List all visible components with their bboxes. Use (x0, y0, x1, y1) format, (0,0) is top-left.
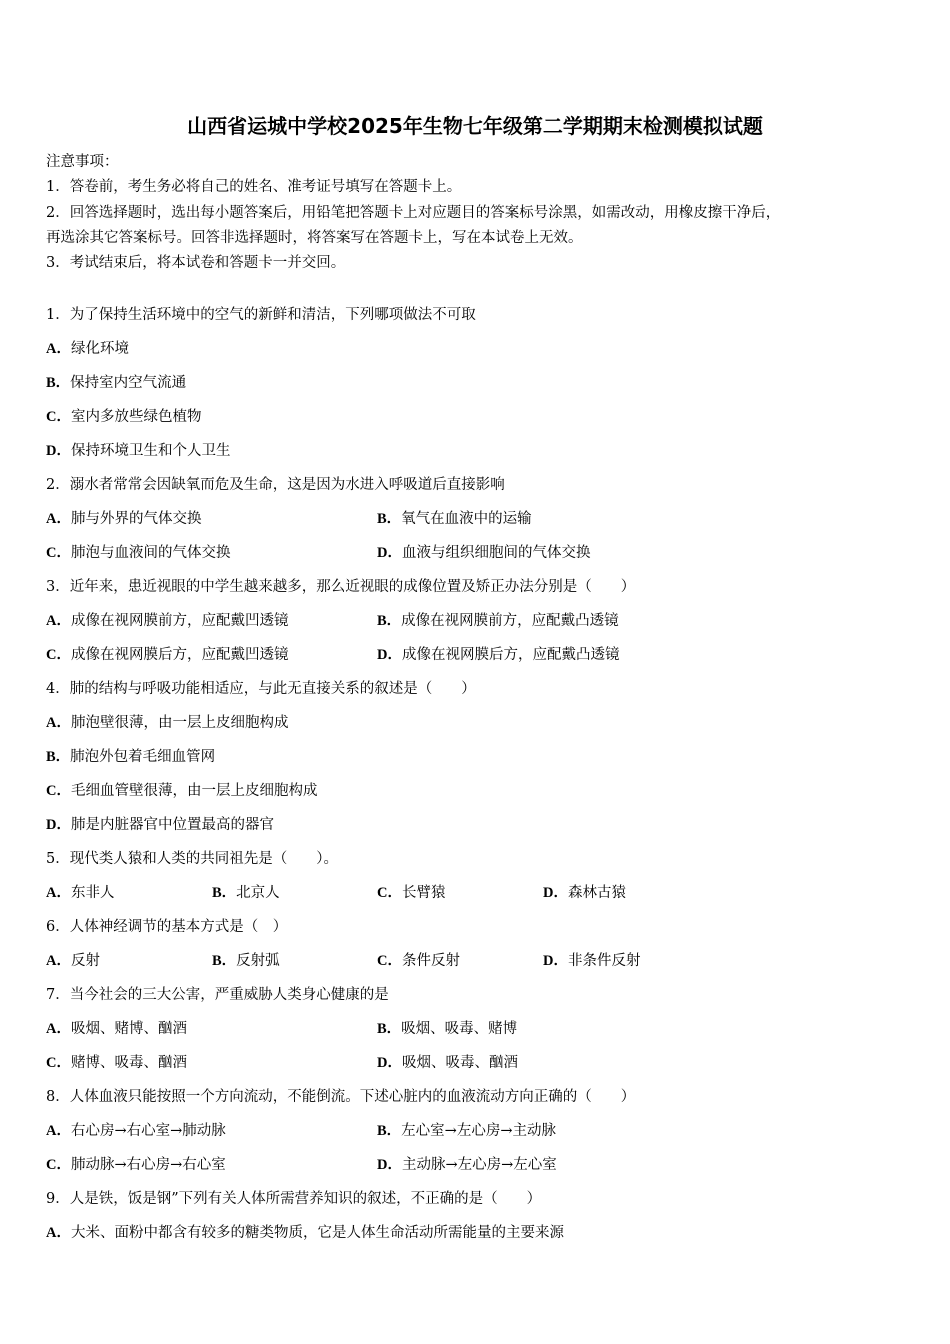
option-text: 血液与组织细胞间的气体交换 (401, 545, 591, 561)
option (212, 944, 280, 978)
option-row (46, 638, 906, 672)
question-stem: 1．为了保持生活环境中的空气的新鲜和清洁，下列哪项做法不可取 (46, 307, 476, 323)
option-text: 森林古猿 (567, 885, 626, 901)
option-text: 吸烟、赌博、酗酒 (70, 1021, 187, 1037)
option (377, 1114, 556, 1148)
option-letter: A． (46, 511, 71, 527)
option (377, 1012, 517, 1046)
option-text: 保持室内空气流通 (70, 375, 187, 391)
option (377, 1148, 557, 1182)
option-letter: C． (46, 1157, 71, 1173)
option-letter: B． (377, 1123, 402, 1139)
option-text: 毛细血管壁很薄，由一层上皮细胞构成 (70, 783, 318, 799)
option-letter: C． (46, 1055, 71, 1071)
option-text: 肺是内脏器官中位置最高的器官 (70, 817, 274, 833)
option-text: 反射弧 (236, 953, 280, 969)
option-letter: D． (543, 885, 568, 901)
option (377, 502, 532, 536)
question-stem: 8．人体血液只能按照一个方向流动，不能倒流。下述心脏内的血液流动方向正确的（ ） (46, 1089, 636, 1105)
option-text: 肺泡外包着毛细血管网 (70, 749, 216, 765)
option-letter: A． (46, 715, 71, 731)
option-text: 北京人 (236, 885, 280, 901)
option (46, 502, 201, 536)
option (212, 876, 280, 910)
option (543, 876, 626, 910)
option-letter: C． (46, 647, 71, 663)
option-row (46, 944, 906, 978)
option (46, 808, 906, 842)
option-letter: B． (46, 375, 71, 391)
option (46, 332, 906, 366)
option-text: 左心室→左心房→主动脉 (401, 1123, 556, 1139)
note-item: 3．考试结束后，将本试卷和答题卡一并交回。 (46, 255, 346, 272)
option-letter: D． (377, 1055, 402, 1071)
option-text: 赌博、吸毒、酗酒 (70, 1055, 187, 1071)
option (46, 876, 114, 910)
option-text: 右心房→右心室→肺动脉 (70, 1123, 226, 1139)
option-text: 氧气在血液中的运输 (401, 511, 532, 527)
note-item: 1．答卷前，考生务必将自己的姓名、准考证号填写在答题卡上。 (46, 179, 462, 196)
option (46, 740, 906, 774)
option-text: 吸烟、吸毒、赌博 (401, 1021, 518, 1037)
option-letter: D． (377, 1157, 402, 1173)
option-letter: A． (46, 1123, 71, 1139)
option-letter: C． (377, 885, 402, 901)
option-letter: B． (377, 511, 402, 527)
option (377, 604, 619, 638)
option (46, 1012, 187, 1046)
option-row (46, 1046, 906, 1080)
option-row (46, 502, 906, 536)
question-stem: 6．人体神经调节的基本方式是（ ） (46, 919, 288, 935)
option-letter: B． (46, 749, 71, 765)
option-letter: C． (46, 545, 71, 561)
option-text: 东非人 (70, 885, 115, 901)
option-text: 吸烟、吸毒、酗酒 (401, 1055, 518, 1071)
option-text: 保持环境卫生和个人卫生 (70, 443, 231, 459)
question-stem: 4．肺的结构与呼吸功能相适应，与此无直接关系的叙述是（ ） (46, 681, 476, 697)
note-item: 再选涂其它答案标号。回答非选择题时，将答案写在答题卡上，写在本试卷上无效。 (46, 229, 583, 246)
option-text: 成像在视网膜后方，应配戴凸透镜 (401, 647, 620, 663)
option-text: 成像在视网膜前方，应配戴凹透镜 (70, 613, 289, 629)
option-letter: D． (543, 953, 568, 969)
option (46, 1148, 226, 1182)
option (46, 774, 906, 808)
option-letter: B． (212, 885, 237, 901)
question-stem: 9．人是铁，饭是钢”下列有关人体所需营养知识的叙述，不正确的是（ ） (46, 1191, 542, 1207)
option (46, 1216, 906, 1250)
option (377, 1046, 518, 1080)
option-text: 大米、面粉中都含有较多的糖类物质，它是人体生命活动所需能量的主要来源 (70, 1225, 564, 1241)
option (377, 876, 445, 910)
option-row (46, 536, 906, 570)
option-text: 成像在视网膜前方，应配戴凸透镜 (401, 613, 619, 629)
notes-section (46, 150, 906, 276)
option-row (46, 1148, 906, 1182)
option-letter: C． (377, 953, 402, 969)
option (377, 536, 590, 570)
option-text: 成像在视网膜后方，应配戴凹透镜 (70, 647, 289, 663)
question-stem: 7．当今社会的三大公害，严重威胁人类身心健康的是 (46, 987, 389, 1003)
option (46, 366, 906, 400)
option (46, 944, 100, 978)
option-text: 绿化环境 (70, 341, 129, 357)
option (377, 944, 460, 978)
option-letter: A． (46, 613, 71, 629)
option (46, 604, 288, 638)
option-letter: A． (46, 885, 71, 901)
option-letter: B． (212, 953, 237, 969)
option-text: 反射 (70, 953, 100, 969)
question-stem: 5．现代类人猿和人类的共同祖先是（ ）。 (46, 851, 338, 867)
option (46, 434, 906, 468)
option-letter: A． (46, 953, 71, 969)
option-text: 条件反射 (401, 953, 460, 969)
option-letter: C． (46, 409, 71, 425)
page-title: 山西省运城中学校2025年生物七年级第二学期期末检测模拟试题 (187, 114, 763, 138)
question-stem: 2．溺水者常常会因缺氧而危及生命，这是因为水进入呼吸道后直接影响 (46, 477, 505, 493)
option-letter: B． (377, 1021, 402, 1037)
option-letter: A． (46, 1021, 71, 1037)
option (46, 706, 906, 740)
option-text: 肺泡与血液间的气体交换 (70, 545, 231, 561)
option (46, 1046, 187, 1080)
option (46, 638, 288, 672)
option-text: 肺与外界的气体交换 (70, 511, 202, 527)
option-letter: D． (46, 817, 71, 833)
option (46, 400, 906, 434)
option (46, 536, 230, 570)
question-stem: 3．近年来，患近视眼的中学生越来越多，那么近视眼的成像位置及矫正办法分别是（ ） (46, 579, 636, 595)
option (377, 638, 619, 672)
option-text: 室内多放些绿色植物 (70, 409, 202, 425)
option-letter: D． (377, 545, 402, 561)
option-text: 主动脉→左心房→左心室 (401, 1157, 557, 1173)
option (46, 1114, 226, 1148)
option-letter: D． (46, 443, 71, 459)
option-text: 肺动脉→右心房→右心室 (70, 1157, 226, 1173)
option-row (46, 1012, 906, 1046)
option-letter: A． (46, 1225, 71, 1241)
option-letter: C． (46, 783, 71, 799)
option (543, 944, 640, 978)
option-text: 非条件反射 (567, 953, 641, 969)
option-letter: A． (46, 341, 71, 357)
option-row (46, 876, 906, 910)
notes-heading: 注意事项： (46, 154, 119, 170)
option-letter: D． (377, 647, 402, 663)
option-row (46, 1114, 906, 1148)
option-row (46, 604, 906, 638)
questions-list (46, 298, 906, 1250)
option-letter: B． (377, 613, 402, 629)
option-text: 肺泡壁很薄，由一层上皮细胞构成 (70, 715, 289, 731)
option-text: 长臂猿 (401, 885, 446, 901)
note-item: 2．回答选择题时，选出每小题答案后，用铅笔把答题卡上对应题目的答案标号涂黑，如需改动，用橡皮擦干净后， (46, 204, 781, 221)
